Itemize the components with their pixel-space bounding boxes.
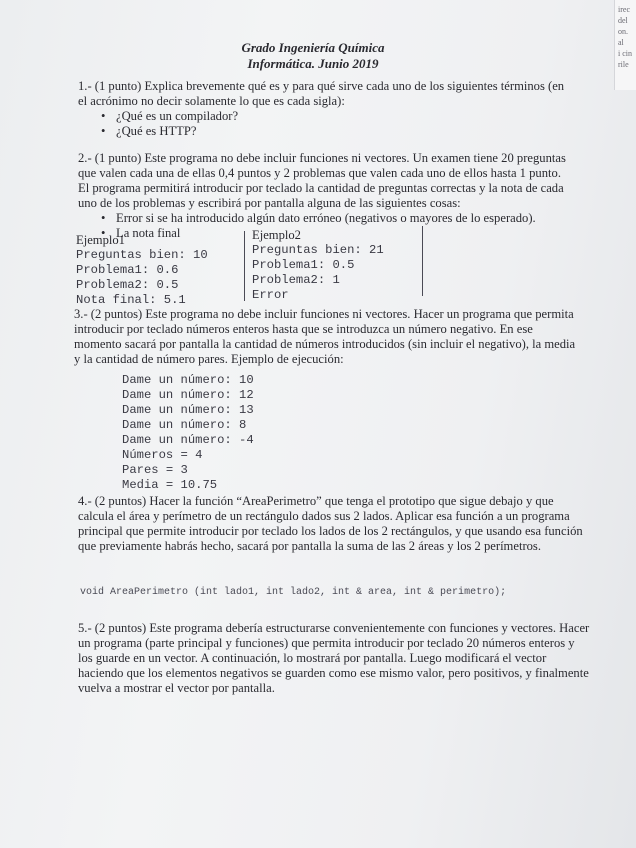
run-line: Dame un número: -4: [122, 433, 254, 447]
example-2-line: Error: [252, 288, 289, 302]
question-1-list: [98, 109, 568, 139]
example-1-line: Problema1: 0.6: [76, 263, 179, 277]
run-line: Dame un número: 8: [122, 418, 247, 432]
edge-text: on.: [618, 27, 628, 36]
edge-text: al: [618, 38, 624, 47]
example-2: [252, 228, 384, 303]
list-item: • La nota final: [98, 226, 570, 241]
example-1: [76, 233, 208, 308]
question-1: [78, 79, 568, 139]
run-line: Pares = 3: [122, 463, 188, 477]
example-1-line: Nota final: 5.1: [76, 293, 186, 307]
edge-text: irec: [618, 5, 630, 14]
list-item: • ¿Qué es un compilador?: [98, 109, 568, 124]
example-1-line: Problema2: 0.5: [76, 278, 179, 292]
example-2-line: Preguntas bien: 21: [252, 243, 384, 257]
edge-text: rile: [618, 60, 629, 69]
run-line: Dame un número: 13: [122, 403, 254, 417]
question-5: [78, 621, 590, 696]
edge-text: i cin: [618, 49, 632, 58]
example-divider-right: [422, 226, 423, 296]
question-2-text: 2.- (1 punto) Este programa no debe incluir funciones ni vectores. Un examen tiene 20 preguntas que valen cada una de ellas 0,4 puntos y 2 problemas que valen cada uno de ellos hasta 1 punto. El programa permitirá introducir por teclado la cantidad de preguntas correctas y la nota de cada uno de los problemas y escribirá por pantalla alguna de las siguientes cosas:: [78, 151, 566, 210]
run-line: Dame un número: 12: [122, 388, 254, 402]
question-4-text: 4.- (2 puntos) Hacer la función “AreaPerimetro” que tenga el prototipo que sigue debajo y que calcula el área y perímetro de un rectángulo dados sus 2 lados. Aplicar esa función a un programa principal que permite introducir por teclado los lados de los 2 rectángulos, y que usando esa función que previamente habrás hecho, sacará por pantalla la suma de las 2 áreas y los 2 perímetros.: [78, 494, 583, 553]
run-line: Números = 4: [122, 448, 203, 462]
question-1-text: 1.- (1 punto) Explica brevemente qué es y para qué sirve cada uno de los siguientes términos (en el acrónimo no decir solamente lo que es cada sigla):: [78, 79, 565, 108]
list-item: • Error si se ha introducido algún dato erróneo (negativos o mayores de lo esperado).: [98, 211, 570, 226]
degree-title: Grado Ingeniería Química: [241, 40, 385, 55]
question-4: [78, 494, 588, 554]
example-1-title: Ejemplo1: [76, 233, 125, 247]
list-item: • ¿Qué es HTTP?: [98, 124, 568, 139]
example-2-title: Ejemplo2: [252, 228, 301, 242]
question-5-text: 5.- (2 puntos) Este programa debería estructurarse convenientemente con funciones y vectores. Hacer un programa (parte principal y funciones) que permita introducir por teclado 20 números enteros y los guarde en un vector. A continuación, lo mostrará por pantalla. Luego modificará el vector haciendo que los elementos negativos se guarden como ese mismo valor, pero positivos, y finalmente vuelva a mostrar el vector por pantalla.: [78, 621, 590, 695]
edge-text: del: [618, 16, 628, 25]
example-2-line: Problema1: 0.5: [252, 258, 355, 272]
exam-header: [0, 40, 636, 72]
example-2-line: Problema2: 1: [252, 273, 340, 287]
exam-subtitle: Informática. Junio 2019: [247, 56, 379, 71]
run-line: Dame un número: 10: [122, 373, 254, 387]
run-line: Media = 10.75: [122, 478, 218, 492]
question-3: [74, 307, 578, 367]
execution-example: [122, 373, 254, 493]
function-prototype: void AreaPerimetro (int lado1, int lado2, int & area, int & perimetro);: [80, 587, 507, 598]
question-3-text: 3.- (2 puntos) Este programa no debe incluir funciones ni vectores. Hacer un programa que permita introducir por teclado números enteros hasta que se introduzca un número negativo. En ese momento sacará por pantalla la cantidad de números introducidos (sin incluir el negativo), la media y la cantidad de número pares. Ejemplo de ejecución:: [74, 307, 576, 366]
example-1-line: Preguntas bien: 10: [76, 248, 208, 262]
example-divider-left: [244, 231, 245, 301]
